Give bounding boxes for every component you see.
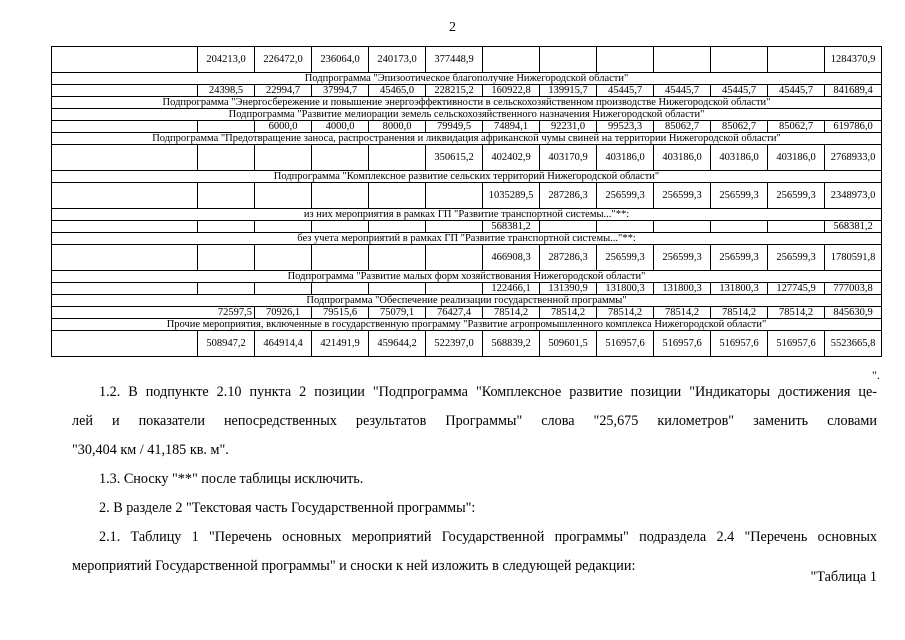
table-cell: 236064,0 xyxy=(312,47,369,73)
table-cell: 228215,2 xyxy=(426,85,483,97)
subprogram-title: Подпрограмма "Комплексное развитие сельских территорий Нижегородской области" xyxy=(52,171,882,183)
table-cell: 4000,0 xyxy=(312,121,369,133)
subprogram-title: Подпрограмма "Развитие мелиорации земель сельскохозяйственного назначения Нижегородской области" xyxy=(52,109,882,121)
table-cell xyxy=(198,145,255,171)
table-row xyxy=(52,121,882,133)
table-cell xyxy=(255,183,312,209)
table-cell: 256599,3 xyxy=(654,183,711,209)
table-cell: 464914,4 xyxy=(255,331,312,357)
table-cell: 568381,2 xyxy=(825,221,882,233)
table-cell xyxy=(369,221,426,233)
table-cell xyxy=(312,221,369,233)
table-cell xyxy=(52,47,198,73)
table-cell xyxy=(52,145,198,171)
table-cell: 256599,3 xyxy=(768,183,825,209)
table-cell xyxy=(52,331,198,357)
table-cell: 45465,0 xyxy=(369,85,426,97)
table-cell: 45445,7 xyxy=(768,85,825,97)
table-cell xyxy=(369,145,426,171)
table-cell xyxy=(52,245,198,271)
table-caption: "Таблица 1 xyxy=(810,569,877,585)
table-cell: 37994,7 xyxy=(312,85,369,97)
subprogram-header-row xyxy=(52,233,882,245)
table-row xyxy=(52,331,882,357)
table-cell: 22994,7 xyxy=(255,85,312,97)
table-row xyxy=(52,283,882,295)
table-cell xyxy=(312,245,369,271)
table-cell: 76427,4 xyxy=(426,307,483,319)
table-cell: 160922,8 xyxy=(483,85,540,97)
table-cell: 139915,7 xyxy=(540,85,597,97)
subprogram-header-row xyxy=(52,73,882,85)
subprogram-header-row xyxy=(52,271,882,283)
table-cell: 122466,1 xyxy=(483,283,540,295)
table-cell: 516957,6 xyxy=(768,331,825,357)
table-cell xyxy=(768,221,825,233)
paragraph-1-3: 1.3. Сноску "**" после таблицы исключить. xyxy=(99,471,364,487)
table-cell xyxy=(654,47,711,73)
table-cell: 1780591,8 xyxy=(825,245,882,271)
table-cell: 459644,2 xyxy=(369,331,426,357)
table-cell: 78514,2 xyxy=(768,307,825,319)
table-cell xyxy=(426,183,483,209)
table-cell: 522397,0 xyxy=(426,331,483,357)
table-cell: 127745,9 xyxy=(768,283,825,295)
subprogram-header-row xyxy=(52,109,882,121)
table-cell xyxy=(52,283,198,295)
subprogram-header-row xyxy=(52,209,882,221)
table-cell: 131390,9 xyxy=(540,283,597,295)
table-cell xyxy=(255,221,312,233)
subprogram-title: Подпрограмма "Эпизоотическое благополучие Нижегородской области" xyxy=(52,73,882,85)
table-cell: 240173,0 xyxy=(369,47,426,73)
paragraph-1-2-line-3: "30,404 км / 41,185 кв. м". xyxy=(72,442,229,458)
table-cell xyxy=(597,47,654,73)
table-cell: 509601,5 xyxy=(540,331,597,357)
table-cell xyxy=(426,221,483,233)
table-cell: 516957,6 xyxy=(597,331,654,357)
table-cell: 466908,3 xyxy=(483,245,540,271)
table-cell xyxy=(255,245,312,271)
subprogram-title: Подпрограмма "Обеспечение реализации государственной программы" xyxy=(52,295,882,307)
table-cell xyxy=(198,245,255,271)
table-cell xyxy=(312,283,369,295)
table-cell xyxy=(711,221,768,233)
subprogram-header-row xyxy=(52,171,882,183)
table-cell xyxy=(369,183,426,209)
subprogram-header-row xyxy=(52,295,882,307)
table-cell xyxy=(597,221,654,233)
table-cell xyxy=(52,85,198,97)
table-cell xyxy=(711,47,768,73)
table-cell xyxy=(52,221,198,233)
table-cell: 508947,2 xyxy=(198,331,255,357)
table-row xyxy=(52,47,882,73)
table-cell: 79949,5 xyxy=(426,121,483,133)
table-cell xyxy=(483,47,540,73)
subprogram-title: Подпрограмма "Развитие малых форм хозяйствования Нижегородской области" xyxy=(52,271,882,283)
table-cell xyxy=(255,283,312,295)
table-cell: 45445,7 xyxy=(597,85,654,97)
table-cell: 256599,3 xyxy=(768,245,825,271)
table-cell: 226472,0 xyxy=(255,47,312,73)
table-cell: 256599,3 xyxy=(597,183,654,209)
subprogram-title: Подпрограмма "Энергосбережение и повышение энергоэффективности в сельскохозяйственном производстве Нижегородской области" xyxy=(52,97,882,109)
table-cell: 619786,0 xyxy=(825,121,882,133)
table-cell: 568381,2 xyxy=(483,221,540,233)
page-number: 2 xyxy=(449,20,456,35)
table-cell xyxy=(198,221,255,233)
table-cell: 568839,2 xyxy=(483,331,540,357)
subprogram-header-row xyxy=(52,97,882,109)
table-cell: 6000,0 xyxy=(255,121,312,133)
table-cell xyxy=(198,121,255,133)
table-cell: 24398,5 xyxy=(198,85,255,97)
table-cell: 256599,3 xyxy=(654,245,711,271)
table-cell: 845630,9 xyxy=(825,307,882,319)
table-row xyxy=(52,245,882,271)
table-cell: 841689,4 xyxy=(825,85,882,97)
table-cell: 403186,0 xyxy=(768,145,825,171)
paragraph-2-1-line-2: мероприятий Государственной программы" и сноски к ней изложить в следующей редакции: xyxy=(72,558,636,574)
table-cell xyxy=(540,221,597,233)
table-cell xyxy=(255,145,312,171)
paragraph-1-2-line-2: лей и показатели непосредственных результатов Программы" слова "25,675 километров" заменить словами xyxy=(72,413,877,429)
table-cell xyxy=(426,283,483,295)
table-cell: 402402,9 xyxy=(483,145,540,171)
subprogram-title: из них мероприятия в рамках ГП "Развитие транспортной системы..."**: xyxy=(52,209,882,221)
table-cell: 78514,2 xyxy=(483,307,540,319)
table-cell: 99523,3 xyxy=(597,121,654,133)
closing-quote: ". xyxy=(872,368,880,382)
table-cell: 403186,0 xyxy=(711,145,768,171)
table-cell xyxy=(312,183,369,209)
table-cell: 1035289,5 xyxy=(483,183,540,209)
table-cell: 777003,8 xyxy=(825,283,882,295)
subprogram-title: Подпрограмма "Предотвращение заноса, распространения и ликвидация африканской чумы свиней на территории Нижегородской области" xyxy=(52,133,882,145)
budget-table xyxy=(51,46,882,357)
table-cell xyxy=(654,221,711,233)
table-row xyxy=(52,85,882,97)
table-cell: 78514,2 xyxy=(711,307,768,319)
table-cell: 256599,3 xyxy=(711,245,768,271)
table-cell: 350615,2 xyxy=(426,145,483,171)
table-cell: 287286,3 xyxy=(540,245,597,271)
paragraph-1-2-line-1: 1.2. В подпункте 2.10 пункта 2 позиции "Подпрограмма "Комплексное развитие позиции "Индикаторы достижения це- xyxy=(99,384,877,400)
table-row xyxy=(52,145,882,171)
subprogram-title: без учета мероприятий в рамках ГП "Развитие транспортной системы..."**: xyxy=(52,233,882,245)
subprogram-title: Прочие мероприятия, включенные в государственную программу "Развитие агропромышленного комплекса Нижегородской области" xyxy=(52,319,882,331)
table-cell: 85062,7 xyxy=(768,121,825,133)
table-cell xyxy=(369,245,426,271)
table-cell: 421491,9 xyxy=(312,331,369,357)
table-row xyxy=(52,221,882,233)
subprogram-header-row xyxy=(52,319,882,331)
table-cell: 1284370,9 xyxy=(825,47,882,73)
table-cell: 92231,0 xyxy=(540,121,597,133)
table-cell xyxy=(198,183,255,209)
table-cell xyxy=(52,121,198,133)
table-cell: 516957,6 xyxy=(654,331,711,357)
paragraph-2: 2. В разделе 2 "Текстовая часть Государственной программы": xyxy=(99,500,476,516)
table-cell: 256599,3 xyxy=(597,245,654,271)
subprogram-header-row xyxy=(52,133,882,145)
table-cell: 403186,0 xyxy=(654,145,711,171)
table-cell: 75079,1 xyxy=(369,307,426,319)
body-text xyxy=(72,378,877,581)
table-cell xyxy=(768,47,825,73)
table-cell: 45445,7 xyxy=(654,85,711,97)
table-cell: 131800,3 xyxy=(654,283,711,295)
paragraph-2-1-line-1: 2.1. Таблицу 1 "Перечень основных мероприятий Государственной программы" подраздела 2.4 "Перечень основных xyxy=(99,529,877,545)
table-cell: 403186,0 xyxy=(597,145,654,171)
table-cell: 287286,3 xyxy=(540,183,597,209)
table-cell: 78514,2 xyxy=(597,307,654,319)
table-cell: 516957,6 xyxy=(711,331,768,357)
table-cell: 403170,9 xyxy=(540,145,597,171)
table-cell xyxy=(198,283,255,295)
table-cell: 256599,3 xyxy=(711,183,768,209)
table-cell: 78514,2 xyxy=(654,307,711,319)
table-cell: 72597,5 xyxy=(52,307,255,319)
table-cell: 131800,3 xyxy=(597,283,654,295)
table-cell xyxy=(52,183,198,209)
table-cell: 5523665,8 xyxy=(825,331,882,357)
table-cell: 79515,6 xyxy=(312,307,369,319)
table-cell: 85062,7 xyxy=(654,121,711,133)
table-cell: 131800,3 xyxy=(711,283,768,295)
table-cell: 204213,0 xyxy=(198,47,255,73)
table-cell: 45445,7 xyxy=(711,85,768,97)
table-cell xyxy=(369,283,426,295)
table-cell: 8000,0 xyxy=(369,121,426,133)
table-cell: 2348973,0 xyxy=(825,183,882,209)
table-row xyxy=(52,183,882,209)
table-cell: 70926,1 xyxy=(255,307,312,319)
table-cell: 78514,2 xyxy=(540,307,597,319)
table-cell xyxy=(426,245,483,271)
table-cell xyxy=(312,145,369,171)
table-cell: 377448,9 xyxy=(426,47,483,73)
table-cell: 85062,7 xyxy=(711,121,768,133)
table-cell: 2768933,0 xyxy=(825,145,882,171)
table-row xyxy=(52,307,882,319)
table-cell xyxy=(540,47,597,73)
table-cell: 74894,1 xyxy=(483,121,540,133)
